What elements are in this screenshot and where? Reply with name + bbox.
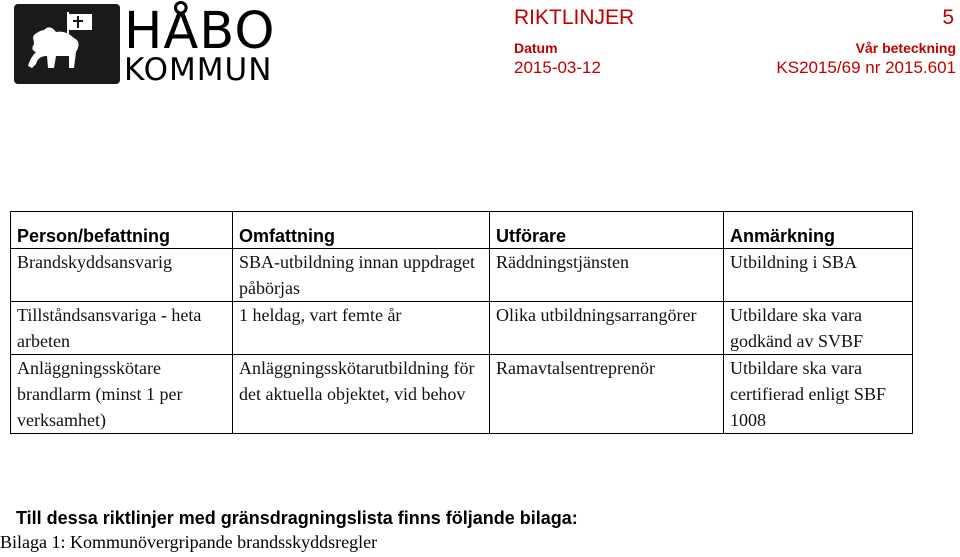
column-header: Omfattning [233, 212, 490, 249]
page-number: 5 [942, 6, 954, 29]
column-header: Anmärkning [724, 212, 913, 249]
table-cell: Olika utbildningsarrangörer [490, 302, 724, 355]
date-value: 2015-03-12 [514, 58, 601, 77]
table-cell: SBA-utbildning innan uppdraget påbörjas [233, 249, 490, 302]
municipality-name: HÅBO [124, 2, 276, 61]
date-label: Datum [514, 40, 558, 56]
table-row [11, 249, 913, 302]
table-cell: Brandskyddsansvarig [11, 249, 233, 302]
reference-label: Vår beteckning [855, 40, 956, 56]
habo-lamb-logo-icon [14, 4, 120, 84]
table-cell: Utbildare ska vara certifierad enligt SBF 1008 [724, 355, 913, 434]
municipality-wordmark [124, 2, 276, 88]
table-cell: Anläggningsskötare brandlarm (minst 1 per verksamhet) [11, 355, 233, 434]
table-cell: Ramavtalsentreprenör [490, 355, 724, 434]
attachment-item: Bilaga 1: Kommunövergripande brandsskyddsregler [0, 532, 378, 552]
column-header: Utförare [490, 212, 724, 249]
responsibility-table [10, 211, 913, 434]
table-cell: Utbildning i SBA [724, 249, 913, 302]
table-header-row [11, 212, 913, 249]
table-row [11, 355, 913, 434]
table-cell: Räddningstjänsten [490, 249, 724, 302]
table-cell: Utbildare ska vara godkänd av SVBF [724, 302, 913, 355]
reference-value: KS2015/69 nr 2015.601 [776, 58, 956, 77]
table-row [11, 302, 913, 355]
column-header: Person/befattning [11, 212, 233, 249]
table-cell: 1 heldag, vart femte år [233, 302, 490, 355]
document-type: RIKTLINJER [514, 6, 635, 29]
municipality-sub: KOMMUN [124, 52, 273, 88]
table-cell: Anläggningsskötarutbildning för det aktuella objektet, vid behov [233, 355, 490, 434]
attachment-heading: Till dessa riktlinjer med gränsdragningslista finns följande bilaga: [16, 508, 578, 528]
table-cell: Tillståndsansvariga - heta arbeten [11, 302, 233, 355]
